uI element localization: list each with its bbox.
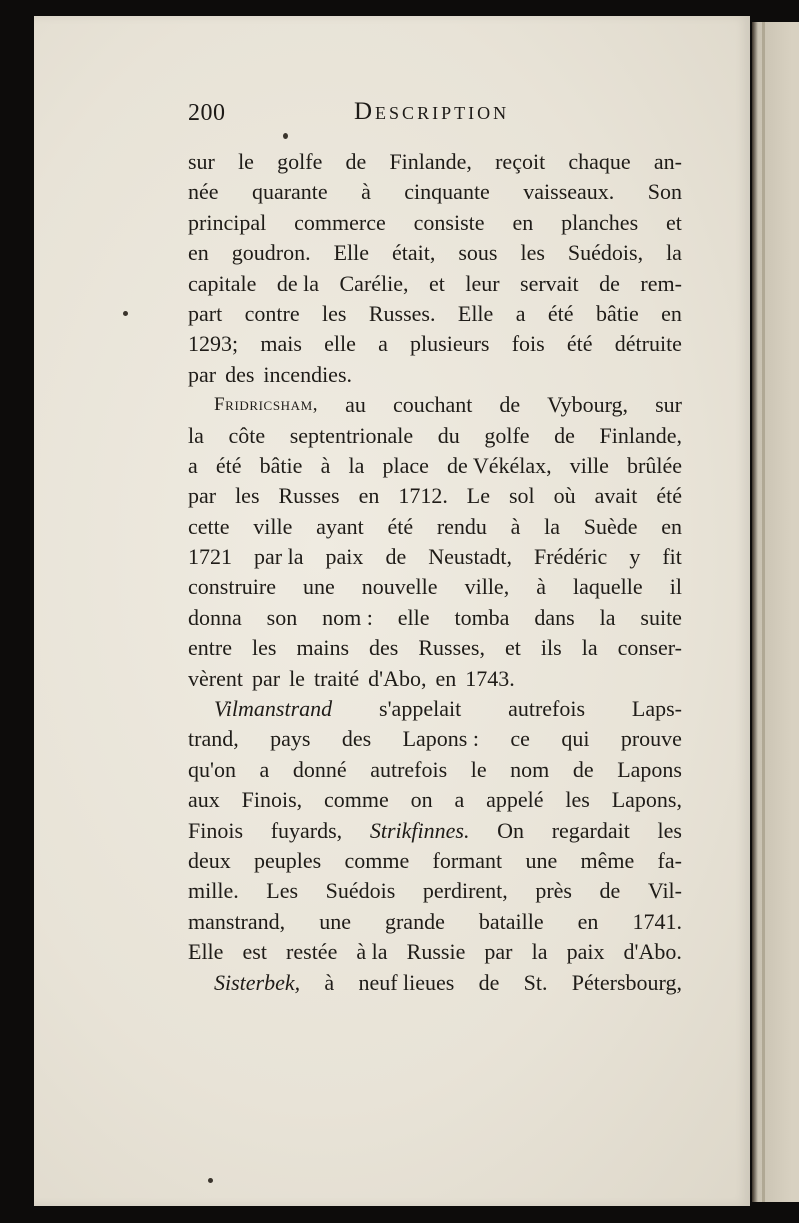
word: côte	[228, 422, 266, 448]
word: couchant	[392, 392, 473, 418]
word: de	[499, 392, 521, 418]
word: pays	[270, 726, 311, 752]
word: de	[478, 969, 500, 995]
word: Sisterbek,	[214, 969, 301, 995]
word: qu'on	[188, 756, 236, 782]
word: à	[324, 969, 335, 995]
word: sous	[458, 240, 498, 266]
word: trand,	[188, 726, 239, 752]
word: 1721	[188, 544, 232, 570]
word: neuf lieues	[358, 969, 455, 995]
word: goudron.	[231, 240, 311, 266]
word: Elle	[457, 300, 494, 326]
word: Le	[466, 483, 490, 509]
word: les	[251, 635, 277, 661]
word: ils	[540, 635, 562, 661]
word: Lapons	[617, 756, 682, 782]
word: à	[536, 574, 546, 600]
word: contre	[244, 300, 300, 326]
word: Suède	[583, 513, 638, 539]
word: ville	[253, 513, 293, 539]
text-line	[188, 876, 682, 906]
word: Lapons,	[611, 787, 682, 813]
word: cinquante	[404, 179, 490, 205]
word: d'Abo,	[368, 665, 427, 691]
word: chaque	[568, 149, 631, 174]
text-line	[188, 421, 682, 451]
text-line	[188, 238, 682, 268]
word: été	[387, 513, 414, 539]
word: Russie	[406, 939, 466, 965]
text-line	[188, 724, 682, 754]
word: vaisseaux.	[523, 179, 615, 205]
word: brûlée	[627, 452, 682, 478]
word: fois	[511, 331, 545, 357]
word: par	[251, 665, 281, 691]
word: a	[259, 756, 270, 782]
word: sol	[508, 483, 535, 509]
word: par	[188, 361, 217, 387]
word: Suédois,	[567, 240, 644, 266]
word: Vybourg,	[547, 392, 629, 418]
word: aux	[188, 787, 220, 813]
text-line	[188, 451, 682, 481]
word: des	[369, 635, 399, 661]
word: traité	[313, 665, 360, 691]
word: été	[656, 483, 682, 509]
word: Elle	[188, 939, 224, 965]
word: cette	[188, 513, 230, 539]
word: de Vékélax,	[447, 452, 552, 478]
word: nom :	[322, 604, 373, 630]
word: Laps-	[631, 696, 682, 722]
word: bataille	[478, 908, 544, 934]
word: entre	[188, 635, 232, 661]
text-line	[188, 664, 682, 694]
word: la	[581, 635, 598, 661]
word: construire	[188, 574, 276, 600]
text-line	[188, 785, 682, 815]
word: la	[666, 240, 682, 266]
word: quarante	[251, 179, 328, 205]
word: leur	[465, 270, 500, 296]
word: était,	[391, 240, 436, 266]
word: le	[470, 756, 487, 782]
text-line	[188, 481, 682, 511]
word: conser-	[617, 635, 682, 661]
word: été	[215, 452, 242, 478]
word: tomba	[454, 604, 510, 630]
word: 1712.	[398, 483, 448, 509]
text-line	[188, 512, 682, 542]
word: donna	[188, 604, 242, 630]
word: 1293;	[188, 331, 239, 357]
word: ce	[510, 726, 530, 752]
word: Son	[647, 179, 682, 205]
word: appelé	[486, 787, 544, 813]
word: St.	[523, 969, 548, 995]
word: et	[429, 270, 445, 296]
word: ayant	[316, 513, 364, 539]
word: suite	[640, 604, 682, 630]
text-line	[188, 633, 682, 663]
word: golfe	[484, 422, 530, 448]
word: laquelle	[573, 574, 643, 600]
word: fa-	[657, 847, 682, 873]
word: de	[599, 878, 621, 904]
word: la	[544, 513, 561, 539]
word: planches	[561, 209, 639, 235]
word: une	[319, 908, 351, 934]
word: à	[361, 179, 371, 205]
word: nom	[510, 756, 550, 782]
word: Russes	[278, 483, 340, 509]
word: mille.	[188, 878, 239, 904]
word: ville,	[464, 574, 510, 600]
word: même	[580, 847, 635, 873]
word: 1743.	[465, 665, 515, 691]
word: au	[345, 392, 366, 418]
word: Finois,	[241, 787, 303, 813]
text-line	[188, 177, 682, 207]
word: de	[599, 270, 620, 296]
word: commerce	[294, 209, 386, 235]
word: et	[505, 635, 521, 661]
word: a	[454, 787, 465, 813]
word: et	[666, 209, 682, 235]
word: en	[512, 209, 534, 235]
word: des	[341, 726, 372, 752]
word: prouve	[620, 726, 682, 752]
word: Russes.	[368, 300, 436, 326]
word: autrefois	[370, 756, 448, 782]
word: sur	[188, 149, 215, 174]
word: une	[303, 574, 335, 600]
word: des	[225, 361, 255, 387]
word: mais	[260, 331, 302, 357]
word: peuples	[254, 847, 322, 873]
word: nouvelle	[361, 574, 438, 600]
text-line	[188, 846, 682, 876]
word: deux	[188, 847, 231, 873]
text-line	[188, 694, 682, 724]
word: s'appelait	[379, 696, 462, 722]
word: une	[525, 847, 558, 873]
word: le	[238, 149, 254, 174]
word: en	[358, 483, 380, 509]
word: en	[661, 513, 682, 539]
word: a	[188, 452, 198, 478]
text-line	[188, 147, 682, 177]
word: restée	[286, 939, 338, 965]
word: est	[242, 939, 267, 965]
word: ville	[569, 452, 609, 478]
word: Finlande,	[599, 422, 682, 448]
word: Finois	[188, 817, 244, 843]
word: an-	[653, 149, 682, 174]
text-line	[188, 572, 682, 602]
word: on	[410, 787, 433, 813]
word: la	[348, 452, 365, 478]
word: son	[266, 604, 298, 630]
word: Frédéric	[533, 544, 608, 570]
word: consiste	[413, 209, 485, 235]
word: Lapons :	[402, 726, 479, 752]
word: comme	[344, 847, 410, 873]
word: golfe	[277, 149, 323, 174]
page-number: 200	[188, 100, 226, 126]
text-line	[188, 390, 682, 420]
ink-speck	[123, 311, 128, 316]
word: la	[188, 422, 204, 448]
page-gutter-rule	[762, 22, 765, 1202]
word: par la	[254, 544, 304, 570]
word: Fridricsham,	[214, 394, 319, 416]
word: regardait	[551, 817, 630, 843]
word: en	[188, 240, 209, 266]
word: septentrionale	[289, 422, 414, 448]
running-title: Description	[354, 98, 510, 125]
word: bâtie	[595, 300, 639, 326]
word: Suédois	[325, 878, 396, 904]
word: Elle	[333, 240, 369, 266]
word: il	[669, 574, 682, 600]
word: Vilmanstrand	[214, 696, 333, 722]
word: y	[629, 544, 641, 570]
word: de	[572, 756, 594, 782]
word: bâtie	[259, 452, 303, 478]
word: Carélie,	[339, 270, 409, 296]
word: en	[661, 300, 682, 326]
word: paix	[325, 544, 364, 570]
word: avait	[594, 483, 638, 509]
text-line	[188, 299, 682, 329]
word: en	[577, 908, 599, 934]
word: part	[188, 300, 223, 326]
text-line	[188, 360, 682, 390]
word: 1741.	[632, 908, 682, 934]
word: du	[437, 422, 460, 448]
word: a	[515, 300, 526, 326]
word: Vil-	[647, 878, 682, 904]
word: la	[531, 939, 548, 965]
word: d'Abo.	[623, 939, 682, 965]
text-line	[188, 329, 682, 359]
word: grande	[384, 908, 445, 934]
word: rendu	[436, 513, 487, 539]
word: la	[599, 604, 616, 630]
word: de	[385, 544, 407, 570]
word: fit	[662, 544, 682, 570]
word: par	[484, 939, 513, 965]
text-line	[188, 816, 682, 846]
word: On	[497, 817, 525, 843]
text-line	[188, 208, 682, 238]
word: à	[320, 452, 331, 478]
word: été	[547, 300, 574, 326]
word: près	[535, 878, 572, 904]
word: vèrent	[188, 665, 243, 691]
word: manstrand,	[188, 908, 286, 934]
word: à la	[356, 939, 388, 965]
word: mains	[296, 635, 350, 661]
text-line	[188, 968, 682, 998]
word: plusieurs	[410, 331, 490, 357]
word: les	[657, 817, 682, 843]
word: rem-	[640, 270, 682, 296]
word: sur	[655, 392, 682, 418]
word: dans	[534, 604, 575, 630]
word: elle	[324, 331, 356, 357]
text-line	[188, 755, 682, 785]
word: servait	[520, 270, 579, 296]
word: à	[510, 513, 521, 539]
word: Strikfinnes.	[369, 817, 470, 843]
ink-speck	[208, 1178, 213, 1183]
word: été	[566, 331, 593, 357]
text-line	[188, 542, 682, 572]
word: perdirent,	[422, 878, 508, 904]
word: Pétersbourg,	[571, 969, 682, 995]
text-line	[188, 937, 682, 967]
word: place	[382, 452, 429, 478]
word: les	[565, 787, 590, 813]
word: de la	[276, 270, 320, 296]
word: Finlande,	[389, 149, 472, 174]
word: reçoit	[495, 149, 546, 174]
word: formant	[432, 847, 503, 873]
word: elle	[397, 604, 430, 630]
word: Russes,	[418, 635, 485, 661]
word: les	[235, 483, 260, 509]
word: capitale	[188, 270, 257, 296]
word: les	[520, 240, 545, 266]
word: de	[554, 422, 575, 448]
word: née	[188, 179, 219, 205]
word: paix	[566, 939, 605, 965]
body-text	[188, 147, 682, 998]
word: par	[188, 483, 217, 509]
facing-page-edge	[752, 22, 799, 1202]
word: principal	[188, 209, 267, 235]
word: Neustadt,	[428, 544, 512, 570]
word: Les	[266, 878, 299, 904]
ink-speck	[283, 133, 288, 139]
word: fuyards,	[270, 817, 343, 843]
word: de	[345, 149, 367, 174]
word: autrefois	[508, 696, 586, 722]
word: détruite	[614, 331, 682, 357]
word: où	[553, 483, 576, 509]
text-line	[188, 603, 682, 633]
word: en	[435, 665, 457, 691]
text-line	[188, 907, 682, 937]
page-header	[188, 98, 528, 134]
word: donné	[292, 756, 347, 782]
word: qui	[561, 726, 590, 752]
word: incendies.	[263, 361, 353, 387]
text-line	[188, 269, 682, 299]
word: comme	[324, 787, 389, 813]
word: le	[289, 665, 305, 691]
word: les	[321, 300, 347, 326]
word: a	[378, 331, 388, 357]
